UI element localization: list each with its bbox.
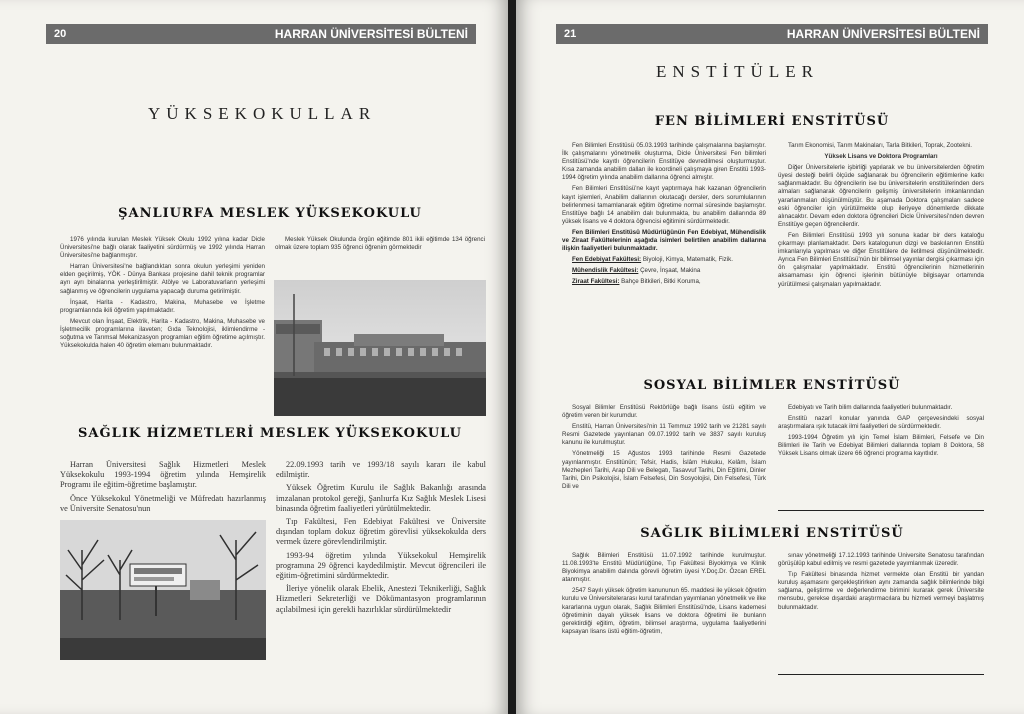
saglik-bilimleri-column-1 bbox=[562, 552, 766, 692]
campus-building-image bbox=[274, 280, 486, 416]
section-divider bbox=[778, 510, 984, 511]
header-title-right: HARRAN ÜNİVERSİTESİ BÜLTENİ bbox=[786, 27, 980, 41]
header-title-left: HARRAN ÜNİVERSİTESİ BÜLTENİ bbox=[274, 27, 468, 41]
section-title-sosyal: SOSYAL BİLİMLER ENSTİTÜSÜ bbox=[643, 378, 901, 393]
right-page bbox=[516, 0, 1024, 714]
section-title-meslek: ŞANLIURFA MESLEK YÜKSEKOKULU bbox=[118, 206, 422, 221]
paragraph: Enstitü, Harran Üniversitesi'nin 11 Temmuz 1992 tarih ve 21281 sayılı Resmi Gazetede yayınlanan 09.07.1992 tarih ve 3837 sayılı kuruluş kanunu ile kurulmuştur. bbox=[562, 423, 766, 447]
faculty-text: Çevre, İnşaat, Makina bbox=[638, 267, 701, 275]
paragraph: 1976 yılında kurulan Meslek Yüksek Okulu 1992 yılına kadar Dicle Üniversitesi'ne bağlı olarak faaliyetini sürdürmüş ve 1992 yılında Harran Üniversitesi'ne bağlanmıştır. bbox=[60, 236, 265, 260]
paragraph: Enstitü nazarî konular yanında GAP çerçevesindeki sosyal araştırmalara ışık tutacak ilmi faaliyetleri de sürdürmektedir. bbox=[778, 415, 984, 431]
paragraph: Yüksek Öğretim Kurulu ile Sağlık Bakanlığı arasında imzalanan protokol gereği, Şanlıurfa Kız Sağlık Meslek Lisesi binasında öğretim faaliyetleri yürütülmektedir. bbox=[276, 483, 486, 513]
faculty-label: Fen Edebiyat Fakültesi: bbox=[572, 256, 642, 264]
saglik-myo-column-2 bbox=[276, 460, 486, 665]
sosyal-column-2 bbox=[778, 404, 984, 504]
paragraph-bold: Fen Bilimleri Enstitüsü Müdürlüğünün Fen Edebiyat, Mühendislik ve Ziraat Fakültelerinin aşağıda isimleri belirtilen anabilim dallarına ilişkin faaliyetleri bulunmaktadır. bbox=[562, 228, 766, 253]
subheading: Yüksek Lisans ve Doktora Programları bbox=[824, 153, 938, 161]
paragraph: 1993-94 öğretim yılında Yüksekokul Hemşirelik programına 29 öğrenci kaydedilmiştir. Mevcut öğrencileri ile eğitim-öğretimini sürdürmektedir. bbox=[276, 550, 486, 581]
main-title-left: YÜKSEKOKULLAR bbox=[148, 104, 377, 123]
saglik-myo-column-1 bbox=[60, 460, 266, 520]
main-title-right: ENSTİTÜLER bbox=[656, 62, 819, 81]
faculty-line bbox=[562, 256, 766, 264]
faculty-line bbox=[562, 278, 766, 286]
page-end-divider bbox=[778, 674, 984, 675]
paragraph: 1993-1994 Öğretim yılı için Temel İslam Bilimleri, Felsefe ve Din Bilimleri ile Tarih ve Edebiyat Bilimleri dallarında toplam 8 Doktora, 58 Yüksek Lisans olmak üzere 66 öğrenci programa kayıtlıdır. bbox=[778, 434, 984, 458]
faculty-label: Ziraat Fakültesi: bbox=[572, 278, 620, 286]
page-header-right bbox=[556, 24, 988, 44]
section-title-saglik-myo: SAĞLIK HİZMETLERİ MESLEK YÜKSEKOKULU bbox=[78, 426, 462, 441]
section-title-saglik-bilimleri: SAĞLIK BİLİMLERİ ENSTİTÜSÜ bbox=[640, 526, 904, 541]
paragraph: 2547 Sayılı yüksek öğretim kanununun 65. maddesi ile yüksek öğretim kurulu ve Üniversitelerarası kurul tarafından yayımlanan yönetmelik ve ilke kararlarına uygun olarak, Sağlık Bilimleri Enstitüsü'nde, Lisans kademesi öğretiminin dayalı yüksek lisans ve doktora öğretimi ile bunların gerektirdiği eğitim, öğretim, bilimsel araştırma, uygulama faaliyetlerini kapsayan lisans üstü eğitim-öğretim, bbox=[562, 587, 766, 635]
fen-column-1 bbox=[562, 142, 766, 364]
paragraph: Fen Bilimleri Enstitüsü 1993 yılı sonuna kadar bir ders kataloğu çıkarmayı planlamaktadır. Ders katalogunun dizgi ve baskılarının Enstitü imkanlarıyla yapılması ve diğer Enstitülere de iletilmesi düşünülmektedir. Ayrıca Fen Bilimleri Enstitüsü'nün bir bilimsel yayınlar dergisi çıkarması için ön çalışmalar yapılmaktadır. Enstitü öğrencilerinin hizmetlerinin aksamaması için öğrenci işlerinin bütünüyle bilgisayar ortamında yürütülmesi çalışmaları yapılmaktadır. bbox=[778, 231, 984, 288]
campus-building-photo bbox=[274, 280, 486, 416]
health-school-photo bbox=[60, 520, 266, 660]
page-number-left: 20 bbox=[54, 28, 67, 40]
paragraph: İnşaat, Harita - Kadastro, Makina, Muhasebe ve İşletme programlarında ikili öğretim yapılmaktadır. bbox=[60, 298, 265, 314]
paragraph: 22.09.1993 tarih ve 1993/18 sayılı kararı ile kabul edilmiştir. bbox=[276, 460, 486, 480]
paragraph: Tıp Fakültesi binasında hizmet vermekte olan Enstitü bir yandan kuruluş aşamasını gerçekleştirirken aynı zamanda sağlık bilimlerinde bilgi sağlama, geliştirme ve değerlendirme birimini kurarak gerek Üniversite mensubu, gerekse dışardaki araştırmacılara bu hizmeti vermeyi başlatmış bulunmaktadır. bbox=[778, 571, 984, 611]
paragraph: Diğer Üniversitelerle işbirliği yapılarak ve bu üniversitelerden öğretim üyesi desteği belirli ölçüde sağlanarak bu öğrencilerin eğitimlerine katkı sağlanmaktadır. Bu öğrencilerin ise bu üniversitelerin enstitülerinden ders almaları sağlanarak öğrencilerin gelişmiş üniversitelerin imkanlarından yararlanmaları düşünülmüştür. Bu aşamada Doktora çalışmaları sadece eski öğrenciler için yürütülmekte olup ileriyeye dönemlerde dikkate alınacaktır. Devam eden doktora öğrencileri Dicle Üniversitesi'nden devren Enstitüye geçen öğrencilerdir. bbox=[778, 164, 984, 228]
paragraph: Fen Bilimleri Enstitüsü'ne kayıt yaptırmaya hak kazanan öğrencilerin kayıt işlemleri, Anabilim dallarının okutacağı dersler, ders sorumlularının belirlenmesi tamamlanarak eğitim öğretime normal süresinde başlamıştır. Enstitüye bağlı 14 anabilim dalı bulunmakta, bu anabilim dallarında 89 yüksek lisans ve 4 doktora öğrencisi eğitimini sürdürmektedir. bbox=[562, 185, 766, 225]
faculty-line bbox=[562, 267, 766, 275]
meslek-column-2 bbox=[275, 236, 485, 276]
faculty-label: Mühendislik Fakültesi: bbox=[572, 267, 639, 275]
paragraph: sınav yönetmeliği 17.12.1993 tarihinde Üniversite Senatosu tarafından görüşülüp kabul edilmiş ve resmi gazetede yayımlanmak üzeredir. bbox=[778, 552, 984, 568]
page-number-right: 21 bbox=[564, 28, 577, 40]
left-page bbox=[0, 0, 508, 714]
page-header-left bbox=[46, 24, 476, 44]
fen-column-2 bbox=[778, 142, 984, 364]
paragraph: Tıp Fakültesi, Fen Edebiyat Fakültesi ve Üniversite dışından toplam dokuz öğretim görevlisi yüksekokulda ders vermek üzere görevlendirilmiştir. bbox=[276, 517, 486, 547]
sosyal-column-1 bbox=[562, 404, 766, 516]
faculty-text: Bahçe Bitkileri, Bitki Koruma, bbox=[619, 278, 701, 286]
paragraph: Sosyal Bilimler Enstitüsü Rektörlüğe bağlı lisans üstü eğitim ve öğretim veren bir kurumdur. bbox=[562, 404, 766, 420]
meslek-column-1 bbox=[60, 236, 265, 421]
paragraph: Önce Yüksekokul Yönetmeliği ve Müfredatı hazırlanmış ve Üniversite Senatosu'nun bbox=[60, 493, 266, 513]
paragraph: Harran Üniversitesi'ne bağlandıktan sonra okulun yerleşimi yeniden elden geçirilmiş, YÖK - Dünya Bankası projesine dahil teknik programlar ayrı ayrı binalarına yerleştirilmiştir. Atölye ve Laboratuvarların yerleşimi sağlanmış ve öğrencilerin uygulama yapacağı duruma getirilmiştir. bbox=[60, 263, 265, 295]
paragraph: Fen Bilimleri Enstitüsü 05.03.1993 tarihinde çalışmalarına başlamıştır. İlk çalışmalarını yönetmelik oluşturma, Dicle Üniversitesi Fen bilimleri Enstitüsü'nde kayıtlı öğrencilerin Enstitüye devredilmesi oluşturmuştur. Kısa zamanda anabilim dalları ile koordineli çalışmaya giren Enstitü 1993-1994 öğretim yılında anabilim dallarına öğrenci almıştır. bbox=[562, 142, 766, 182]
health-school-image bbox=[60, 520, 266, 660]
saglik-bilimleri-column-2 bbox=[778, 552, 984, 672]
faculty-text: Biyoloji, Kimya, Matematik, Fizik. bbox=[641, 256, 733, 264]
paragraph: Sağlık Bilimleri Enstitüsü 11.07.1992 tarihinde kurulmuştur. 11.08.1993'te Enstitü Müdürlüğüne, Tıp Fakültesi Biyokimya ve Klinik Biyokimya anabilim dalında görevli öğretim üyesi Y.Doç.Dr. Özcan EREL atanmıştır. bbox=[562, 552, 766, 584]
paragraph: Meslek Yüksek Okulunda örgün eğitimde 801 ikili eğitimde 134 öğrenci olmak üzere toplam 935 öğrenci öğrenim görmektedir bbox=[275, 236, 485, 252]
paragraph: Yönetmeliği 15 Ağustos 1993 tarihinde Resmi Gazetede yayınlanmıştır. Enstitünün; Tefsir, Hadis, İslâm Hukuku, Kelâm, İslam Mezhepleri Tarihi, Arap Dili ve Belegatı, Tasavvuf Tarihi, Din Eğitimi, Dinler Tarihi, Din Psikolojisi, İslam Felsefesi, Din Sosyolojisi, Din Felsefesi, Türk Dili ve bbox=[562, 450, 766, 490]
paragraph: İleriye yönelik olarak Ebelik, Anestezi Teknikerliği, Sağlık Hizmetleri Sekreterliği ve Dökümantasyon programlarının açılabilmesi için gerekli hazırlıklar sürdürülmektedir bbox=[276, 584, 486, 614]
paragraph: Mevcut olan İnşaat, Elektrik, Harita - Kadastro, Makina, Muhasebe ve İşletmecilik programlarına ilaveten; Gıda Teknolojisi, iklimlendirme -soğutma ve Tarımsal Mekanizasyon programları eğitim öğretime açılmıştır. Yüksekokulda halen 40 öğretim elemanı bulunmaktadır. bbox=[60, 317, 265, 350]
book-gutter bbox=[508, 0, 516, 714]
paragraph: Harran Üniversitesi Sağlık Hizmetleri Meslek Yüksekokulu 1993-1994 öğretim yılında Hemşirelik Programı ile eğitim-öğretime başlamıştır. bbox=[60, 460, 266, 490]
section-title-fen: FEN BİLİMLERİ ENSTİTÜSÜ bbox=[654, 114, 890, 129]
paragraph: Edebiyatı ve Tarih bilim dallarında faaliyetleri bulunmaktadır. bbox=[788, 404, 953, 411]
paragraph: Tarım Ekonomisi, Tarım Makinaları, Tarla Bitkileri, Toprak, Zootekni. bbox=[788, 142, 972, 149]
